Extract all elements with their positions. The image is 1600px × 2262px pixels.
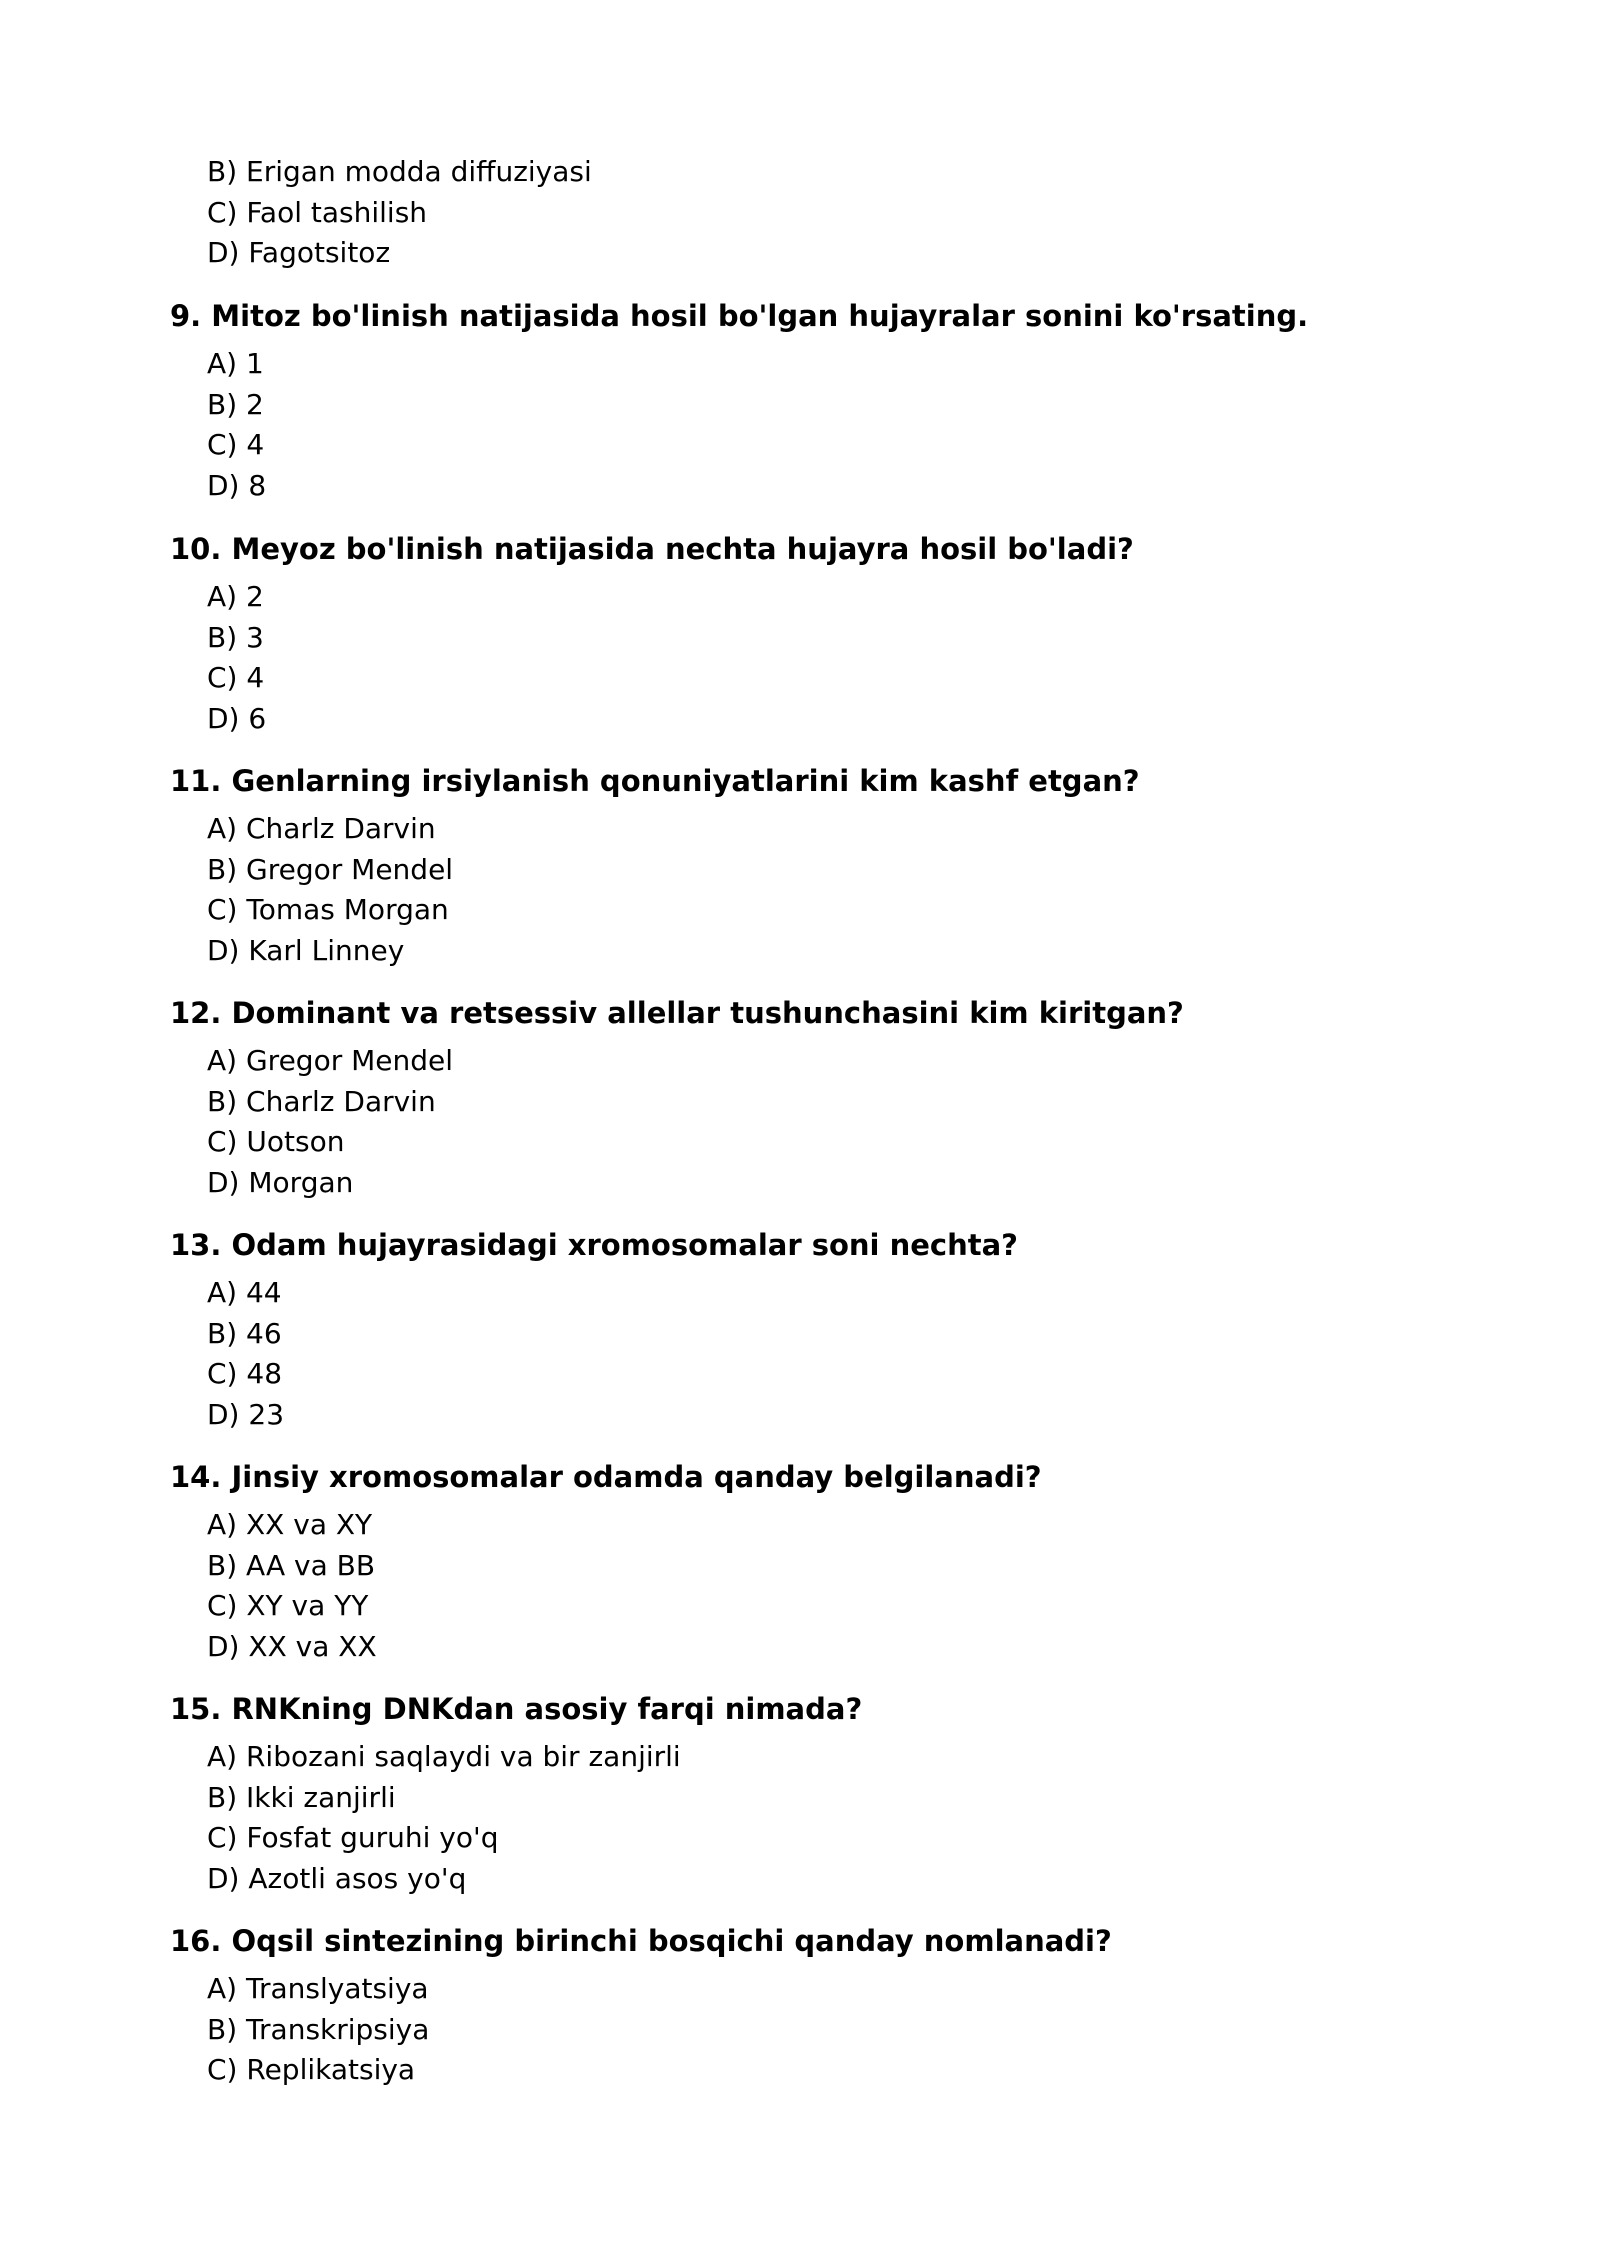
option: D) 8	[207, 468, 267, 502]
question-text: 14. Jinsiy xromosomalar odamda qanday belgilanadi?	[170, 1460, 1042, 1494]
option: D) Karl Linney	[207, 933, 405, 967]
question-text: 9. Mitoz bo'linish natijasida hosil bo'lgan hujayralar sonini ko'rsating.	[170, 299, 1309, 333]
option: C) Uotson	[207, 1125, 345, 1159]
option: C) 4	[207, 428, 265, 462]
question-text: 11. Genlarning irsiylanish qonuniyatlarini kim kashf etgan?	[170, 764, 1140, 798]
question-text: 16. Oqsil sintezining birinchi bosqichi qanday nomlanadi?	[170, 1924, 1112, 1958]
options-list	[170, 344, 1470, 506]
question-13	[170, 1225, 1470, 1435]
option: A) 2	[207, 580, 264, 613]
option: A) Charlz Darvin	[207, 812, 436, 845]
question-15	[170, 1689, 1470, 1899]
question-text: 10. Meyoz bo'linish natijasida nechta hujayra hosil bo'ladi?	[170, 532, 1134, 566]
option: D) XX va XX	[207, 1629, 377, 1663]
option: D) Fagotsitoz	[207, 236, 391, 270]
options-list	[170, 1737, 1470, 1899]
option: B) Gregor Mendel	[207, 852, 454, 886]
options-list	[170, 1273, 1470, 1435]
option: A) Gregor Mendel	[207, 1044, 454, 1077]
option: D) 6	[207, 701, 267, 735]
question-text: 13. Odam hujayrasidagi xromosomalar soni nechta?	[170, 1228, 1018, 1262]
question-14	[170, 1457, 1470, 1667]
option: B) Charlz Darvin	[207, 1084, 436, 1118]
option: A) 44	[207, 1276, 282, 1309]
question-9	[170, 296, 1470, 506]
option: B) Erigan modda diffuziyasi	[207, 155, 592, 188]
option: C) XY va YY	[207, 1589, 369, 1623]
options-list	[170, 1505, 1470, 1667]
options-list	[170, 1041, 1470, 1203]
options-list	[170, 577, 1470, 739]
option: B) Transkripsiya	[207, 2012, 430, 2046]
options-list	[170, 1969, 1470, 2091]
option: C) Tomas Morgan	[207, 893, 449, 927]
option: D) 23	[207, 1397, 285, 1431]
option: C) Replikatsiya	[207, 2053, 416, 2087]
option: C) 4	[207, 661, 265, 695]
option: C) Faol tashilish	[207, 195, 428, 229]
question-12	[170, 993, 1470, 1203]
option: A) Ribozani saqlaydi va bir zanjirli	[207, 1740, 681, 1773]
continued-options	[170, 152, 1470, 274]
option: B) 46	[207, 1316, 282, 1350]
options-list	[170, 809, 1470, 971]
option: B) AA va BB	[207, 1548, 376, 1582]
option: A) XX va XY	[207, 1508, 373, 1541]
option: D) Morgan	[207, 1165, 354, 1199]
option: C) Fosfat guruhi yo'q	[207, 1821, 499, 1855]
question-11	[170, 761, 1470, 971]
option: A) 1	[207, 347, 264, 380]
option: B) 2	[207, 387, 264, 421]
option: B) 3	[207, 620, 264, 654]
question-16	[170, 1921, 1470, 2091]
option: B) Ikki zanjirli	[207, 1780, 396, 1814]
question-text: 12. Dominant va retsessiv allellar tushunchasini kim kiritgan?	[170, 996, 1184, 1030]
option: A) Translyatsiya	[207, 1972, 429, 2005]
question-10	[170, 529, 1470, 739]
question-text: 15. RNKning DNKdan asosiy farqi nimada?	[170, 1692, 863, 1726]
option: D) Azotli asos yo'q	[207, 1861, 467, 1895]
option: C) 48	[207, 1357, 283, 1391]
